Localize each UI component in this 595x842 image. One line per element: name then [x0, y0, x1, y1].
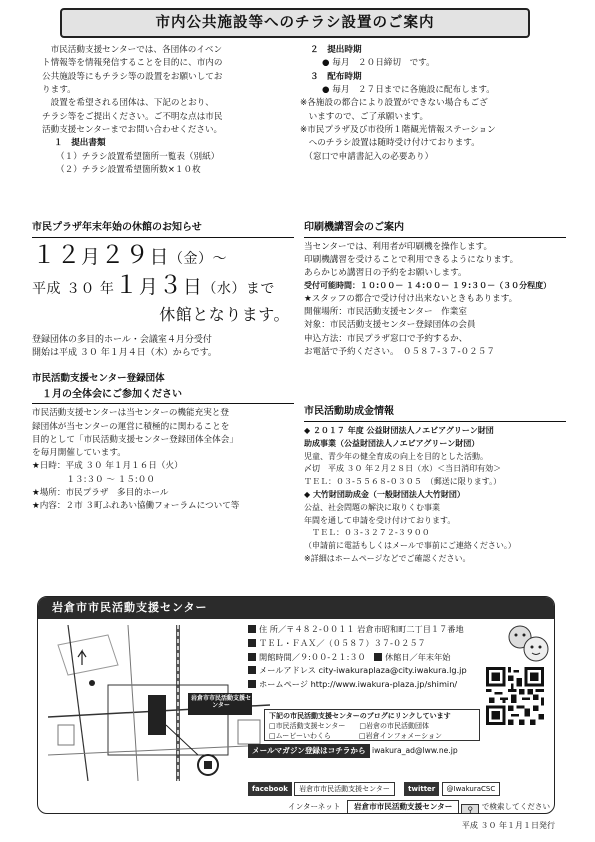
blog-links-row2[interactable]: □ムービーいわくら □岩倉インフォメーション — [269, 732, 442, 740]
closure-weekday-end: （水）まで — [202, 280, 275, 297]
note2-a: ※市民プラザ及び市役所１階観光情報ステーション — [300, 124, 496, 135]
printer-heading: 印刷機講習会のご案内 — [304, 220, 566, 238]
closure-month-unit: 月 — [81, 245, 101, 268]
item2-title: ２ 提出時期 — [310, 45, 362, 55]
intro-section — [42, 44, 292, 177]
printer-line: 開催場所：市民活動支援センター 作業室 — [304, 307, 467, 318]
item2-body: ● 毎月 ２０日締切 です。 — [322, 58, 435, 69]
grant2-title: ◆ 大竹財団助成金（一般財団法人大竹財団） — [304, 489, 465, 499]
twitter-handle[interactable]: @IwakuraCSC — [442, 782, 501, 796]
center-email-text[interactable]: メールアドレス city-iwakuraplaza@city.iwakura.lg.jp — [259, 665, 467, 676]
search-suffix: で検索してください — [481, 802, 551, 811]
item3-title: ３ 配布時期 — [310, 71, 362, 82]
closure-heading: 市民プラザ年末年始の休館のお知らせ — [32, 220, 294, 238]
search-label: インターネット — [288, 802, 341, 811]
twitter-icon[interactable]: twitter — [404, 782, 439, 796]
mail-magazine-label: メールマガジン登録はコチラから — [248, 744, 370, 758]
printer-line: 当センターでは、利用者が印刷機を操作します。 — [304, 241, 493, 252]
assembly-content: ★内容：２市 ３町ふれあい協働フォーラムについて等 — [32, 501, 240, 512]
blog-heading: 下記の市民活動支援センターのブログにリンクしています — [269, 712, 451, 720]
grants-note2: ※詳細はホームページなどでご確認ください。 — [304, 553, 471, 563]
intro-line: チラシ等をご提出ください。ご不明な点は市民 — [42, 111, 223, 122]
intro-line: 活動支援センターまでお問い合わせください。 — [42, 124, 223, 135]
center-homepage — [248, 678, 548, 692]
assembly-section — [32, 372, 294, 514]
assembly-heading-b: １月の全体会にご参加ください — [32, 387, 294, 405]
mail-magazine-address[interactable]: iwakura_ad@lww.ne.jp — [371, 746, 458, 755]
intro-line: ります。 — [42, 84, 76, 95]
closure-year: 平成 ３０ 年 — [32, 280, 115, 297]
search-icon[interactable]: ⚲ — [461, 804, 479, 814]
center-address-text: 住 所／〒４８２-００１１ 岩倉市昭和町二丁目１７番地 — [259, 624, 464, 634]
closure-day-end-unit: 日 — [182, 275, 203, 298]
search-bar — [288, 800, 555, 814]
grant1-sub: 助成事業（公益財団法人ノエビアグリーン財団） — [304, 438, 480, 448]
center-hours-text: 開館時間／９:００-２１:３０ — [259, 651, 366, 662]
center-title: 岩倉市市民活動支援センター — [38, 597, 554, 619]
center-address — [248, 623, 548, 637]
closure-day-start: ２９ — [100, 240, 150, 269]
issue-date: 平成 ３０ 年１月１日発行 — [461, 821, 555, 830]
grant1-title: ◆ ２０１７ 年度 公益財団法人ノエビアグリーン財団 — [304, 426, 494, 435]
map-center-label: 岩倉市市民活動支援センター — [190, 695, 251, 709]
printer-line: あらかじめ講習日の予約をお願いします。 — [304, 268, 467, 279]
closure-section — [32, 220, 294, 361]
grant2-tel: ＴＥＬ：０３-３２７２-３９００ — [304, 528, 430, 538]
printer-section — [304, 220, 566, 359]
facebook-page-name[interactable]: 岩倉市市民活動支援センター — [294, 782, 395, 796]
note2-c: （窓口で申請書記入の必要あり） — [300, 151, 434, 162]
assembly-line: 録団体が当センターの運営に積極的に関わることを — [32, 421, 230, 432]
closure-note-a: 登録団体の多目的ホール・会議室４月分受付 — [32, 334, 212, 345]
printer-hours: 受付可能時間：１０:００－ １４:００－ １９:３０－（３０分程度） — [304, 281, 552, 291]
item1-a: （１）チラシ設置希望箇所一覧表（別紙） — [56, 151, 220, 162]
closure-month-start: １２ — [32, 240, 81, 269]
grants-section — [304, 404, 566, 566]
item1-b: （２）チラシ設置希望箇所数×１０枚 — [56, 164, 201, 175]
assembly-time: １３:３０ ～ １５:００ — [32, 474, 155, 485]
grants-note1: （申請前に電話もしくはメールで事前にご連絡ください。） — [304, 541, 516, 551]
closure-date-start — [32, 242, 294, 272]
grant2-year: 年間を通して申請を受け付けております。 — [304, 515, 456, 525]
facebook-icon[interactable]: facebook — [248, 782, 292, 796]
bullet-square-icon — [248, 639, 256, 647]
bullet-square-icon — [374, 653, 382, 661]
blog-links-row1[interactable]: □市民活動支援センター □岩倉の市民活動団体 — [269, 722, 429, 730]
grant1-tel: ＴＥＬ：０３-５５６８-０３０５ （郵送に限ります。） — [304, 477, 502, 487]
item3-body: ● 毎月 ２７日までに各施設に配布します。 — [322, 84, 495, 95]
assembly-line: を毎月開催しています。 — [32, 448, 126, 459]
intro-line: ト情報等を情報発信することを目的に、市内の — [42, 58, 223, 69]
blog-links-box — [264, 709, 480, 741]
bullet-square-icon — [248, 653, 256, 661]
mail-magazine — [248, 743, 468, 759]
page-title: 市内公共施設等へのチラシ設置のご案内 — [60, 8, 530, 38]
printer-line: 印刷機講習を受けることで利用できるようになります。 — [304, 254, 519, 265]
closure-month-end: １ — [114, 270, 139, 299]
center-tel — [248, 637, 548, 651]
printer-line: ★スタッフの都合で受け付け出来ないときもあります。 — [304, 293, 518, 304]
grant1-deadline: 〆切 平成 ３０ 年２月２８日（水）＜当日消印有効＞ — [304, 464, 502, 474]
grant2-desc: 公益、社会問題の解決に取りくむ事業 — [304, 502, 440, 512]
assembly-date: ★日時：平成 ３０ 年１月１６日（火） — [32, 461, 183, 472]
note2-b: へのチラシ設置は随時受け付けております。 — [300, 138, 480, 149]
assembly-line: 目的として「市民活動支援センター登録団体全体会」 — [32, 434, 238, 445]
printer-line: 申込方法：市民プラザ窓口で予約するか、 — [304, 333, 468, 344]
printer-line: 対象：市民活動支援センター登録団体の会員 — [304, 320, 476, 331]
bullet-square-icon — [248, 666, 256, 674]
closure-line3: 休館となります。 — [159, 304, 290, 324]
closure-day-unit: 日 — [149, 245, 170, 268]
intro-line: 公共施設等にもチラシ等の設置をお願いしてお — [42, 71, 223, 82]
closure-day-end: ３ — [158, 270, 183, 299]
grant1-desc: 児童、青少年の健全育成の向上を目的とした活動。 — [304, 451, 488, 461]
bullet-square-icon — [248, 625, 256, 633]
center-info — [248, 623, 548, 692]
assembly-heading-a: 市民活動支援センター登録団体 — [32, 373, 165, 384]
search-input[interactable]: 岩倉市市民活動支援センター — [347, 800, 459, 814]
bullet-square-icon — [248, 680, 256, 688]
closure-date-end — [32, 272, 294, 302]
center-hours — [248, 651, 548, 665]
intro-line: 設置を希望される団体は、下記のとおり、 — [42, 98, 214, 109]
center-info-box — [37, 596, 555, 814]
closure-month-end-unit: 月 — [138, 275, 159, 298]
grants-heading: 市民活動助成金情報 — [304, 404, 566, 422]
center-closed-text: 休館日／年末年始 — [384, 651, 451, 662]
sns-links — [248, 782, 548, 796]
assembly-place: ★場所：市民プラザ 多目的ホール — [32, 488, 169, 499]
item1-title: １ 提出書類 — [54, 138, 106, 149]
intro-line: 市民活動支援センターでは、各団体のイベン — [42, 45, 223, 55]
center-homepage-link[interactable]: ホームページ http://www.iwakura-plaza.jp/shimin/ — [259, 679, 458, 690]
center-email — [248, 664, 548, 678]
center-tel-text: ＴＥＬ・ＦＡＸ／（０５８７）３７-０２５７ — [259, 637, 426, 648]
assembly-line: 市民活動支援センターは当センターの機能充実と登 — [32, 408, 229, 419]
right-top-section — [300, 44, 565, 164]
note1-a: ※各施設の都合により設置ができない場合もござ — [300, 98, 488, 109]
printer-line: お電話で予約ください。 ０５８７-３７-０２５７ — [304, 347, 495, 358]
note1-b: いますので、ご了承願います。 — [300, 111, 429, 122]
closure-note-b: 開始は平成 ３０ 年１月４日（木）からです。 — [32, 348, 217, 359]
closure-weekday-start: （金）～ — [169, 250, 228, 267]
